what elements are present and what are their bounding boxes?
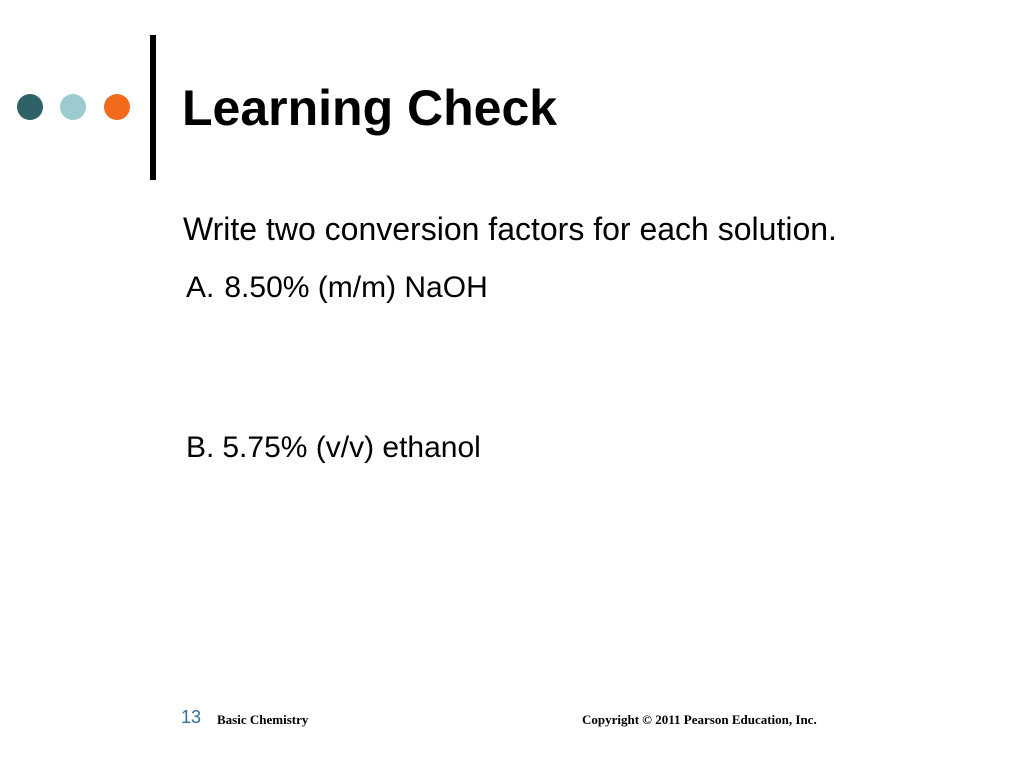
item-letter: A.: [186, 271, 215, 304]
question-item-a: [186, 270, 488, 306]
question-item-b: [186, 430, 481, 466]
page-number: 13: [181, 707, 202, 727]
slide-title: Learning Check: [182, 80, 558, 136]
item-text: 8.50% (m/m) NaOH: [224, 271, 488, 304]
footer-copyright: Copyright © 2011 Pearson Education, Inc.: [582, 712, 817, 727]
title-divider: [150, 35, 156, 180]
dot-accent-icon: [104, 94, 130, 120]
dot-light-icon: [60, 94, 86, 120]
footer-book-title: Basic Chemistry: [217, 712, 309, 727]
instruction-text: Write two conversion factors for each solution.: [183, 211, 837, 247]
dot-dark-icon: [17, 94, 43, 120]
item-letter: B.: [186, 431, 215, 464]
item-text: 5.75% (v/v) ethanol: [222, 431, 481, 464]
